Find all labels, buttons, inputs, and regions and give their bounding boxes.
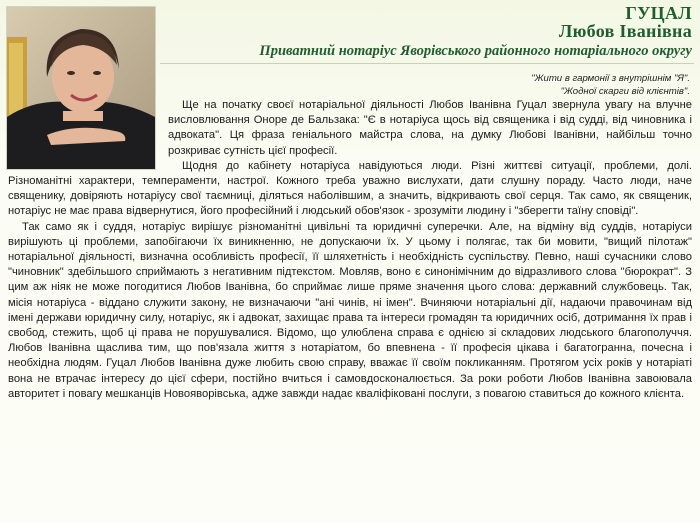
surname-heading: ГУЦАЛ [625,3,692,23]
photo-wrap-spacer [8,0,162,168]
epigraph-line-2: "Жодної скарги від клієнтів". [560,86,690,97]
epigraph-line-1: "Жити в гармонії з внутрішнім "Я". [531,73,690,84]
article-body [8,0,692,402]
paragraph-3: Так само як і суддя, нотаріус вирішує різноманітні цивільні та юридичні суперечки. Але, на відміну від суддів, нотаріуси вирішують ці проблеми, запобігаючи їх виникненню, не допускаючи їх. У цьому і полягає, так би мовити, "вищий пілотаж" нотаріальної діяльності, визначна особливість професії, її шляхетність і необхідність суспільству. Певно, наші сучасники слово "чиновник" здебільшого сприймають з негативним підтекстом. Мовляв, воно є синонімічним до відразливого слова "бюрократ". З цим аж ніяк не може погодитися Любов Іванівна, бо сприймає лише пряме значення цього слова: державний службовець. Так, місія нотаріуса - віддано служити закону, не визначаючи "ані чинів, ні імен". Вчиняючи нотаріальні дії, надаючи правочинам від імені держави юридичну силу, нотаріус, як і адвокат, захищає права та інтереси громадян та юридичних осіб, дотримання їх прав і свобод, стежить, щоб ці права не порушувалися. Відомо, що улюблена справа є однією зі складових людського благополуччя. Любов Іванівна щаслива тим, що пов'язала життя з нотаріатом, бо впевнена - її професія цікава і багатогранна, почесна і необхідна людям. Гуцал Любов Іванівна дуже любить свою справу, вважає її своїм покликанням. Протягом усіх років у нотаріаті вона не втрачає інтересу до цієї сфери, постійно вчиться і самовдосконалюється. За роки роботи Любов Іванівна завоювала авторитет і повагу мешканців Новояворівська, адже завжди надає кваліфіковані послуги, з повагою ставиться до кожного клієнта. [8,220,692,400]
paragraph-2: Щодня до кабінету нотаріуса навідуються люди. Різні життєві ситуації, проблеми, долі. Різноманітні характери, темпераменти, настрої. Кожного треба уважно вислухати, дати слушну пораду. Часто люди, наче священику, довіряють нотаріусу свої таємниці, діляться наболівшим, а значить, відкривають свої серця. Так само, як священик, нотаріус не має права відвернутися, його професійний і людський обов'язок - зрозуміти людину і "зберегти таїну сповіді". [8,159,692,218]
position-subtitle: Приватний нотаріус Яворівського районного нотаріального округу [259,43,692,59]
given-names-heading: Любов Іванівна [558,21,692,41]
paragraph-1: Ще на початку своєї нотаріальної діяльності Любов Іванівна Гуцал звернула увагу на влучне висловлювання Оноре де Бальзака: "Є в нотаріуса щось від священика і від судді, від чиновника і адвоката". Ця фраза геніального майстра слова, на думку Любові Іванівни, найбільш точно розкриває сутність цієї професії. [168,99,692,157]
